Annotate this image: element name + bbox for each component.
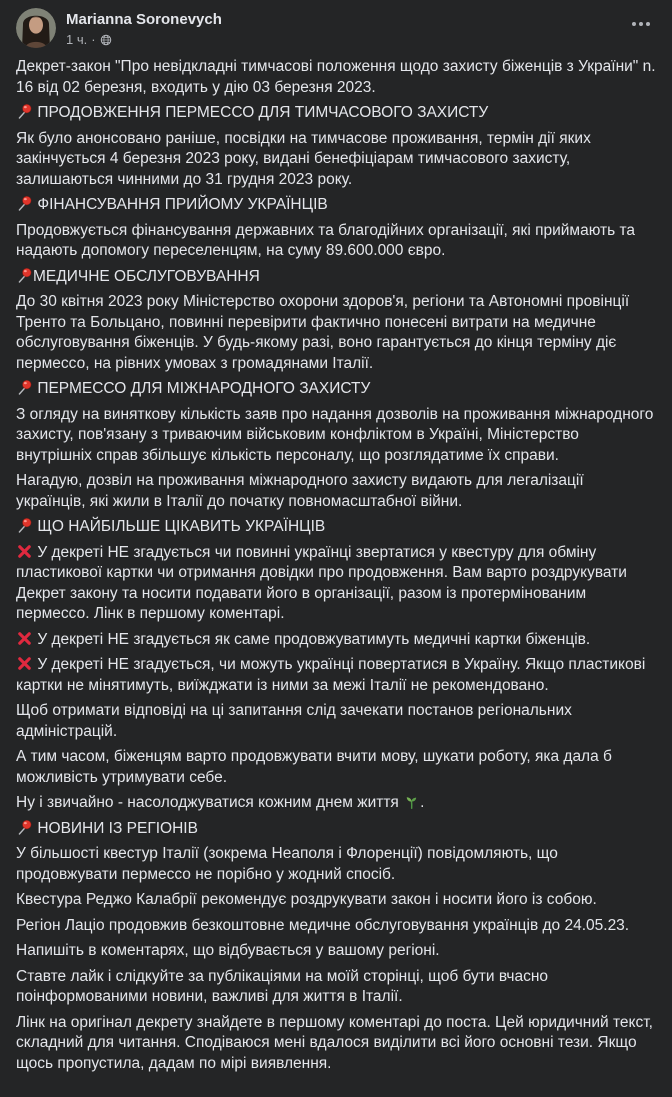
- post-paragraph: У декреті НЕ згадується, чи можуть українці повертатися в Україну. Якщо пластикові картки не мінятимуть, виїжджати із ними за межі Італії не рекомендовано.: [16, 656, 650, 694]
- author-name[interactable]: Marianna Soronevych: [66, 11, 222, 28]
- post-paragraph: У більшості квестур Італії (зокрема Неаполя і Флоренції) повідомляють, що продовжувати пермессо не порібно у жодний спосіб.: [16, 845, 563, 883]
- post-paragraph: Напишіть в коментарях, що відбувається у вашому регіоні.: [16, 942, 440, 959]
- pin-icon: [16, 195, 33, 212]
- post-paragraph: Щоб отримати відповіді на ці запитання слід зачекати постанов регіональних адміністрацій.: [16, 702, 577, 740]
- post-paragraph: Нагадую, дозвіл на проживання міжнародного захисту видають для легалізації українців, які жили в Італії до початку повномасштабної війни.: [16, 472, 588, 510]
- post-meta: [66, 32, 618, 48]
- post-paragraph: Ну і звичайно - насолоджуватися кожним днем життя .: [16, 794, 425, 811]
- post-paragraph: Ставте лайк і слідкуйте за публікаціями на моїй сторінці, щоб бути вчасно поінформованими новини, важливі для життя в Італії.: [16, 967, 553, 1005]
- post-heading: ПРОДОВЖЕННЯ ПЕРМЕССО ДЛЯ ТИМЧАСОВОГО ЗАХИСТУ: [16, 103, 656, 124]
- pin-icon: [16, 103, 33, 120]
- post-heading: ЩО НАЙБІЛЬШЕ ЦІКАВИТЬ УКРАЇНЦІВ: [16, 517, 656, 538]
- more-options-button[interactable]: [618, 8, 656, 44]
- post-paragraph: У декреті НЕ згадується як саме продовжуватимуть медичні картки біженців.: [16, 630, 656, 651]
- post-header: [0, 0, 672, 48]
- globe-icon: [100, 34, 112, 46]
- post-heading: НОВИНИ ІЗ РЕГІОНІВ: [16, 819, 656, 840]
- cross-mark-icon: [16, 543, 33, 560]
- pin-icon: [16, 267, 33, 284]
- post-paragraph: Лінк на оригінал декрету знайдете в першому коментарі до поста. Цей юридичний текст, складний для читання. Сподіваюся мені вдалося виділити всі його основні тези. Якщо щось пропустила, дадам по мірі виявлення.: [16, 1013, 658, 1072]
- post-paragraph: Декрет-закон "Про невідкладні тимчасові положення щодо захисту біженців з України" n. 16 від 02 березня, входить у дію 03 березня 2023.: [16, 58, 660, 96]
- avatar-photo: [16, 8, 56, 48]
- post-heading: МЕДИЧНЕ ОБСЛУГОВУВАННЯ: [16, 267, 656, 288]
- post-paragraph: Як було анонсовано раніше, посвідки на тимчасове проживання, термін дії яких закінчується 4 березня 2023 року, видані бенефіціарам тимчасового захисту, залишаються чинними до 31 грудня 2023 року.: [16, 129, 596, 188]
- cross-mark-icon: [16, 630, 33, 647]
- post-body: [0, 48, 672, 1086]
- post-paragraph: У декреті НЕ згадується чи повинні українці звертатися у квестуру для обміну пластикової картки чи отримання довідки про продовження. Вам варто роздрукувати Декрет закону та носити подавати його в організації, разом із протермінованим пермессо. Лінк в першому коментарі.: [16, 543, 632, 622]
- ellipsis-icon: [630, 14, 652, 39]
- pin-icon: [16, 517, 33, 534]
- cross-mark-icon: [16, 655, 33, 672]
- meta-separator: ·: [91, 32, 96, 47]
- timestamp[interactable]: 1 ч.: [66, 32, 88, 47]
- avatar[interactable]: [16, 8, 56, 48]
- post-paragraph: Квестура Реджо Калабрії рекомендує роздрукувати закон і носити його із собою.: [16, 891, 597, 908]
- pin-icon: [16, 819, 33, 836]
- seedling-icon: [403, 793, 420, 810]
- post-paragraph: Регіон Лаціо продовжив безкоштовне медичне обслуговування українців до 24.05.23.: [16, 916, 630, 934]
- post-paragraph: З огляду на виняткову кількість заяв про надання дозволів на проживання міжнародного захисту, пов'язану з триваючим військовим конфліктом в Україні, Міністерство внутрішніх справ збільшує кількість персоналу, що розглядатиме їх справи.: [16, 405, 658, 464]
- post-heading: ПЕРМЕССО ДЛЯ МІЖНАРОДНОГО ЗАХИСТУ: [16, 379, 656, 400]
- post-heading: ФІНАНСУВАННЯ ПРИЙОМУ УКРАЇНЦІВ: [16, 195, 656, 216]
- post-paragraph: Продовжується фінансування державних та благодійних організації, які приймають та надають допомогу переселенцям, на суму 89.600.000 євро.: [16, 221, 640, 259]
- post-paragraph: А тим часом, біженцям варто продовжувати вчити мову, шукати роботу, яка дала б можливість утримувати себе.: [16, 748, 617, 786]
- pin-icon: [16, 379, 33, 396]
- header-meta: [66, 8, 618, 48]
- post-paragraph: До 30 квітня 2023 року Міністерство охорони здоров'я, регіони та Автономні провінції Тренто та Больцано, повинні перевірити фактично понесені витрати на медичне обслуговування біженців. У будь-якому разі, воно гарантується до кінця терміну діє пермессо, на рівних умовах з громадянами Італії.: [16, 293, 634, 372]
